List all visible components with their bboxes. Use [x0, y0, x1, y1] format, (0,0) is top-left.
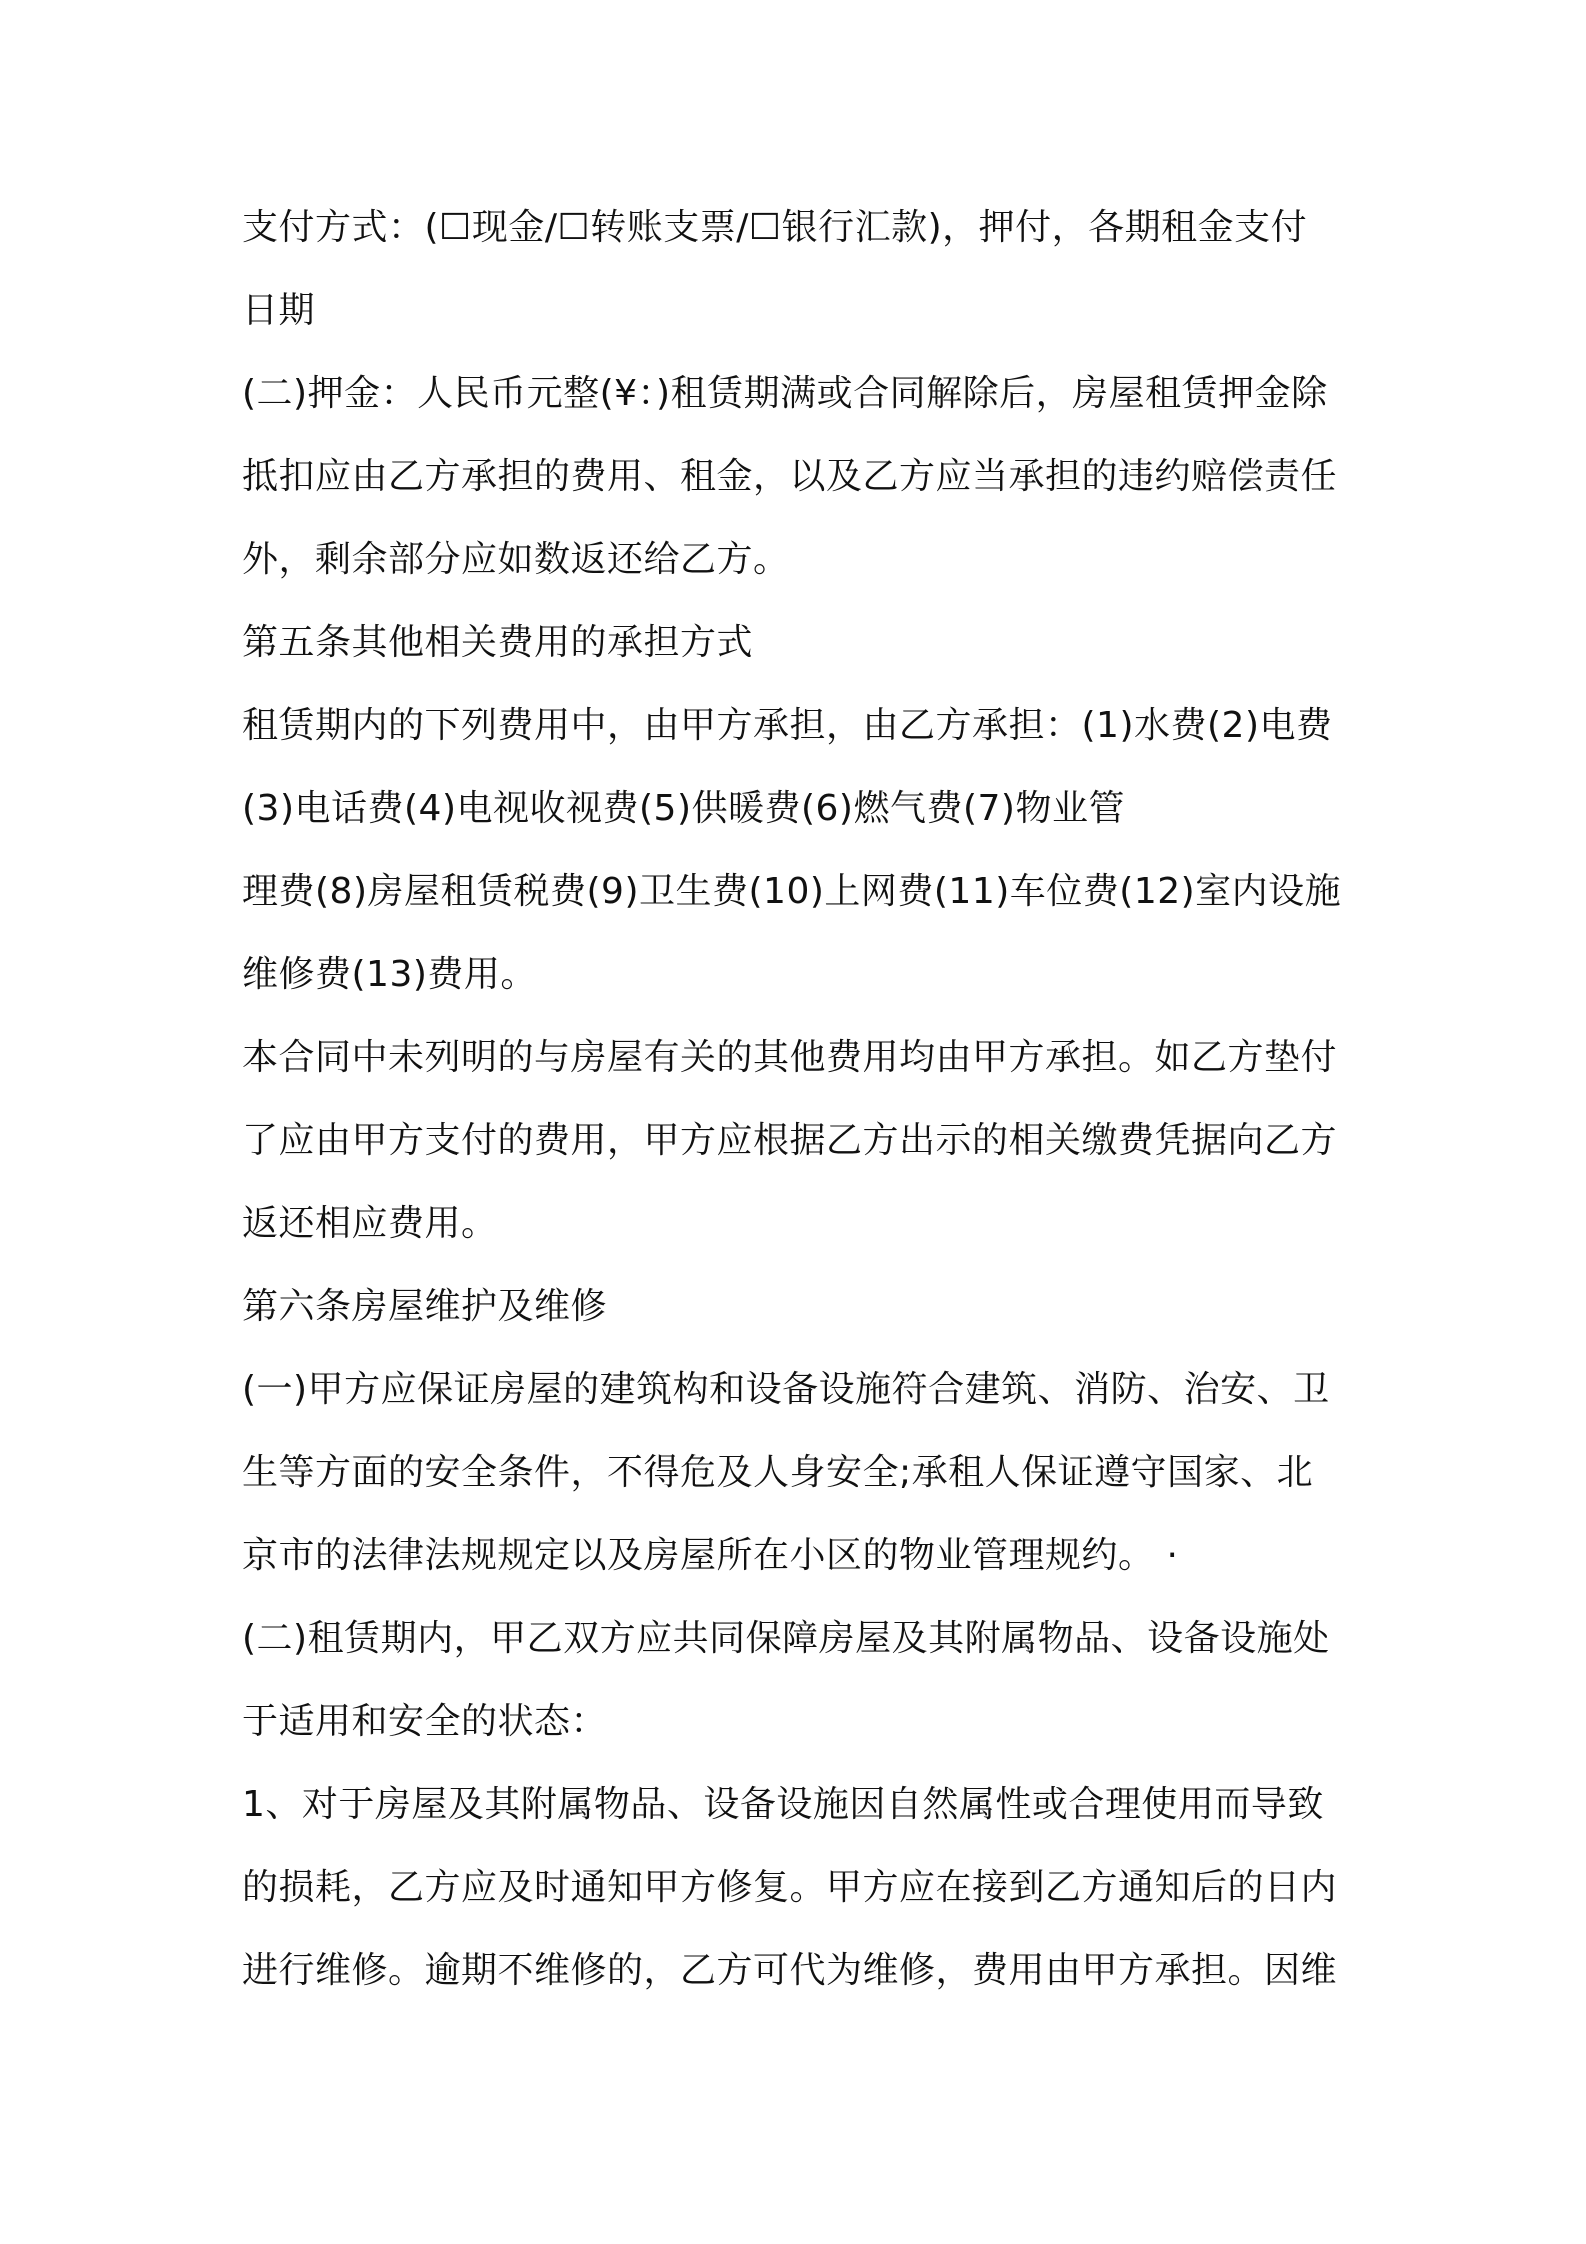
text-line: 京市的法律法规规定以及房屋所在小区的物业管理规约。 · [242, 1535, 1179, 1576]
text-line: (二)租赁期内，甲乙双方应共同保障房屋及其附属物品、设备设施处 [242, 1618, 1330, 1659]
text-line: (一)甲方应保证房屋的建筑构和设备设施符合建筑、消防、治安、卫 [242, 1369, 1330, 1410]
text-line: (二)押金：人民币元整(¥：)租赁期满或合同解除后，房屋租赁押金除 [242, 373, 1328, 414]
text-line: 支付方式：(☐现金/☐转账支票/☐银行汇款)，押付，各期租金支付 [242, 207, 1308, 248]
text-line: 进行维修。逾期不维修的，乙方可代为维修，费用由甲方承担。因维 [242, 1950, 1338, 1991]
text-line: 生等方面的安全条件，不得危及人身安全;承租人保证遵守国家、北 [242, 1452, 1314, 1493]
text-line: 本合同中未列明的与房屋有关的其他费用均由甲方承担。如乙方垫付 [242, 1037, 1338, 1078]
text-line: 租赁期内的下列费用中，由甲方承担，由乙方承担：(1)水费(2)电费 [242, 705, 1333, 746]
text-line: 日期 [242, 290, 316, 331]
section-heading: 第五条其他相关费用的承担方式 [242, 622, 754, 663]
text-line: 维修费(13)费用。 [242, 954, 537, 995]
text-line: (3)电话费(4)电视收视费(5)供暖费(6)燃气费(7)物业管 [242, 788, 1125, 829]
text-line: 了应由甲方支付的费用，甲方应根据乙方出示的相关缴费凭据向乙方 [242, 1120, 1338, 1161]
section-heading: 第六条房屋维护及维修 [242, 1286, 608, 1327]
text-line: 外，剩余部分应如数返还给乙方。 [242, 539, 790, 580]
text-line: 理费(8)房屋租赁税费(9)卫生费(10)上网费(11)车位费(12)室内设施 [242, 871, 1342, 912]
text-line: 于适用和安全的状态： [242, 1701, 608, 1742]
text-line: 抵扣应由乙方承担的费用、租金，以及乙方应当承担的违约赔偿责任 [242, 456, 1338, 497]
text-line: 1、对于房屋及其附属物品、设备设施因自然属性或合理使用而导致 [242, 1784, 1324, 1825]
text-line: 返还相应费用。 [242, 1203, 498, 1244]
text-line: 的损耗，乙方应及时通知甲方修复。甲方应在接到乙方通知后的日内 [242, 1867, 1338, 1908]
